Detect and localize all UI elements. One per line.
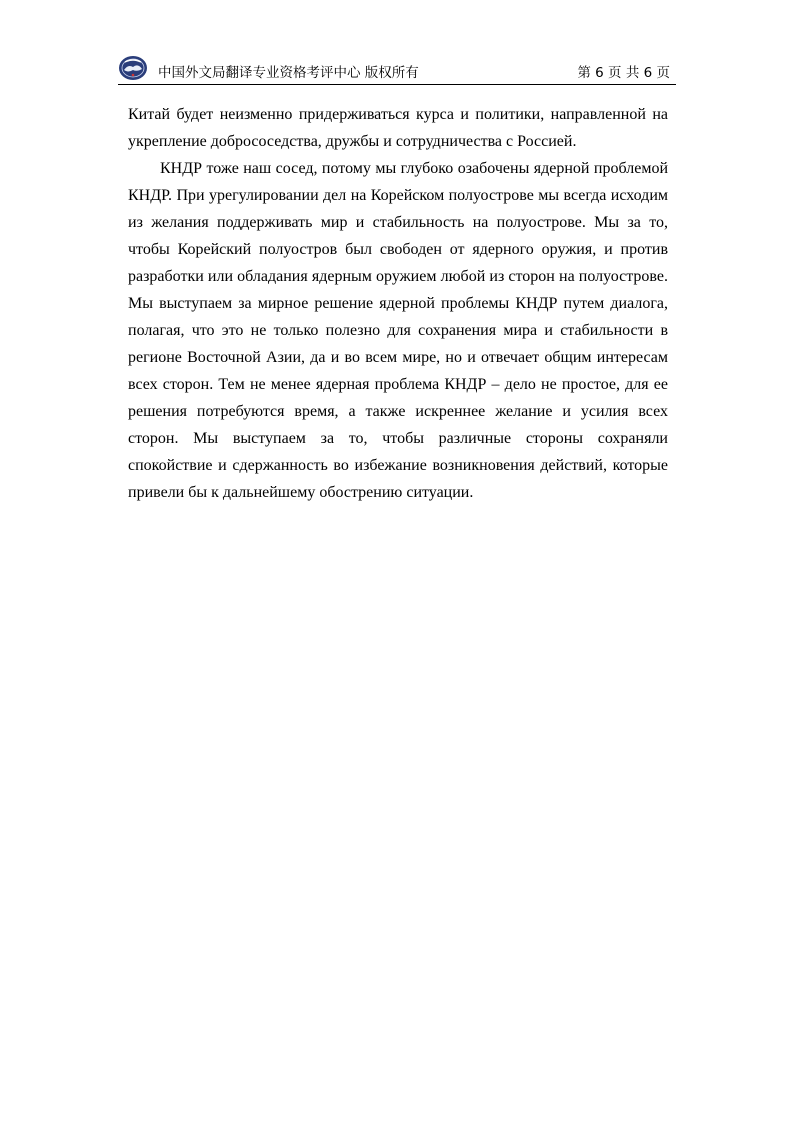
paragraph-2: КНДР тоже наш сосед, потому мы глубоко озабочены ядерной проблемой КНДР. При урегулировании дел на Корейском полуострове мы всегда исходим из желания поддерживать мир и стабильность на полуострове. Мы за то, чтобы Корейский полуостров был свободен от ядерного оружия, и против разработки или обладания ядерным оружием любой из сторон на полуострове. Мы выступаем за мирное решение ядерной проблемы КНДР путем диалога, полагая, что это не только полезно для сохранения мира и стабильности в регионе Восточной Азии, да и во всем мире, но и отвечает общим интересам всех сторон. Тем не менее ядерная проблема КНДР – дело не простое, для ее решения потребуются время, а также искреннее желание и усилия всех сторон. Мы выступаем за то, чтобы различные стороны сохраняли спокойствие и сдержанность во избежание возникновения действий, которые привели бы к дальнейшему обострению ситуации. — [128, 160, 668, 501]
catti-logo-icon — [118, 55, 148, 81]
page-header — [118, 52, 676, 86]
paragraph-1: Китай будет неизменно придерживаться курса и политики, направленной на укрепление добрососедства, дружбы и сотрудничества с Россией. — [128, 106, 668, 150]
document-body — [128, 101, 668, 506]
header-organization: 中国外文局翻译专业资格考评中心 版权所有 — [158, 65, 419, 81]
header-page-number: 第 6 页 共 6 页 — [577, 65, 670, 81]
header-divider — [118, 84, 676, 85]
